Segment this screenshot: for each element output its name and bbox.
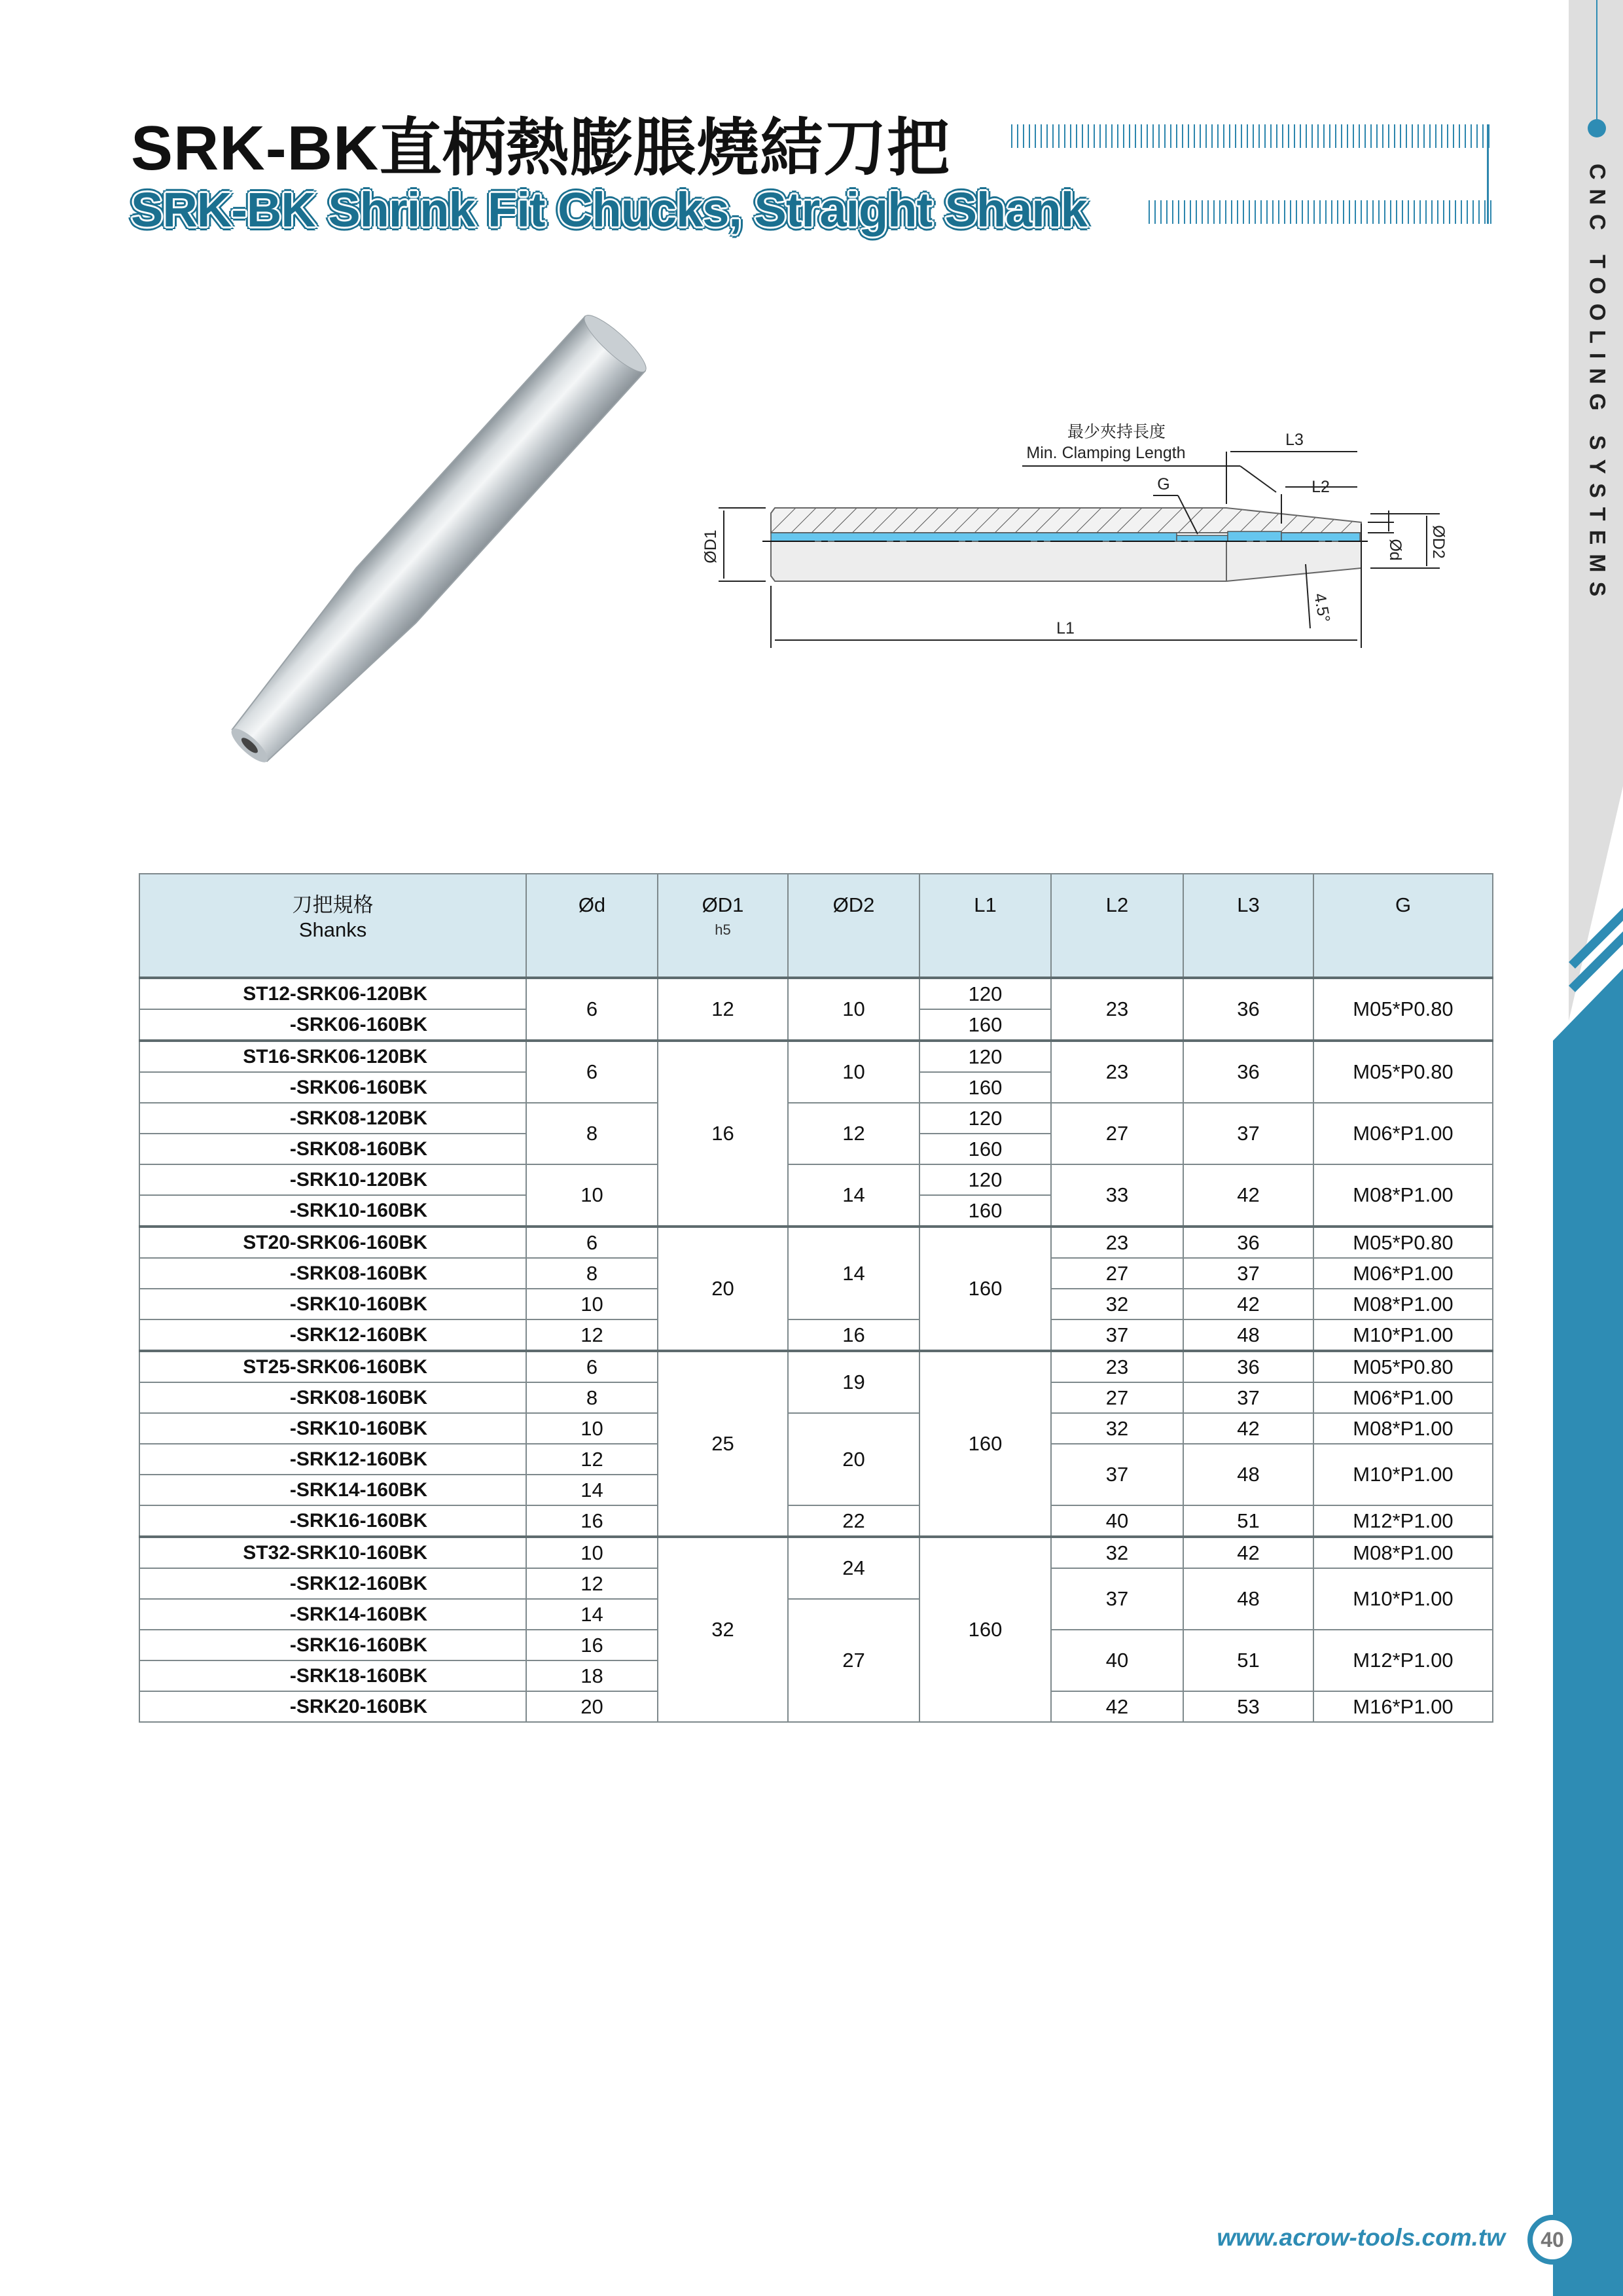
table-cell: 10 [526,1164,658,1227]
shank-model: -SRK14-160BK [139,1599,526,1630]
table-cell: 14 [788,1164,919,1227]
column-header [139,874,526,978]
table-cell: M08*P1.00 [1313,1413,1493,1444]
table-cell: 12 [526,1444,658,1475]
table-cell: M05*P0.80 [1313,1227,1493,1258]
table-cell: 18 [526,1660,658,1691]
table-cell: 40 [1051,1505,1183,1537]
page-title-en: SRK-BK Shrink Fit Chucks, Straight Shank [131,183,1087,237]
table-cell: 8 [526,1382,658,1413]
shank-model: -SRK06-160BK [139,1072,526,1103]
table-cell: 8 [526,1258,658,1289]
page-number: 40 [1527,2215,1577,2265]
shank-model: -SRK06-160BK [139,1009,526,1041]
table-cell: 6 [526,1351,658,1382]
column-header [1051,874,1183,978]
shank-model: ST20-SRK06-160BK [139,1227,526,1258]
min-clamp-label-en: Min. Clamping Length [1026,444,1186,462]
table-cell: 37 [1183,1382,1313,1413]
column-header-label: Ød [578,893,606,916]
table-cell: 14 [788,1227,919,1319]
table-cell: 51 [1183,1505,1313,1537]
table-cell: M08*P1.00 [1313,1537,1493,1568]
table-cell: 23 [1051,978,1183,1041]
shank-model: -SRK18-160BK [139,1660,526,1691]
table-cell: 23 [1051,1041,1183,1103]
table-cell: 12 [526,1568,658,1599]
table-cell: 37 [1183,1103,1313,1164]
table-row [139,1413,1493,1444]
table-cell: 27 [1051,1258,1183,1289]
table-cell: 42 [1183,1164,1313,1227]
table-cell: 53 [1183,1691,1313,1722]
table-cell: 32 [658,1537,788,1722]
spec-table [139,873,1493,1723]
shank-model: -SRK12-160BK [139,1319,526,1351]
table-cell: 36 [1183,1351,1313,1382]
table-cell: 160 [919,1195,1051,1227]
chuck-photo [214,308,652,778]
table-cell: 160 [919,1009,1051,1041]
table-cell: 37 [1051,1444,1183,1505]
table-cell: 32 [1051,1289,1183,1319]
g-label: G [1157,475,1170,493]
product-illustration [0,0,1623,851]
table-cell: 27 [1051,1103,1183,1164]
table-cell: 10 [526,1413,658,1444]
shank-model: -SRK10-160BK [139,1195,526,1227]
table-cell: 160 [919,1072,1051,1103]
table-cell: 37 [1183,1258,1313,1289]
table-body [139,978,1493,1722]
table-row [139,1227,1493,1258]
l1-label: L1 [1056,619,1075,637]
column-header-sub: Shanks [298,918,367,941]
table-row [139,1041,1493,1072]
table-cell: 33 [1051,1164,1183,1227]
min-clamp-label-cn: 最少夾持長度 [1067,423,1166,441]
table-cell: 48 [1183,1568,1313,1630]
d-label: Ød [1386,539,1404,561]
column-header [788,874,919,978]
table-cell: 8 [526,1103,658,1164]
shank-model: -SRK20-160BK [139,1691,526,1722]
table-cell: 16 [658,1041,788,1227]
shank-model: -SRK14-160BK [139,1475,526,1505]
table-cell: 23 [1051,1227,1183,1258]
table-cell: M10*P1.00 [1313,1319,1493,1351]
table-cell: 27 [788,1599,919,1722]
table-cell: 40 [1051,1630,1183,1691]
table-cell: 20 [788,1413,919,1505]
table-cell: M12*P1.00 [1313,1630,1493,1691]
shank-model: -SRK08-160BK [139,1134,526,1164]
column-header [1183,874,1313,978]
table-cell: 160 [919,1351,1051,1537]
shank-model: ST16-SRK06-120BK [139,1041,526,1072]
angle-label: 4.5° [1310,592,1334,624]
column-header-label: L2 [1105,893,1129,916]
shank-model: ST25-SRK06-160BK [139,1351,526,1382]
column-header [1313,874,1493,978]
table-cell: M16*P1.00 [1313,1691,1493,1722]
table-cell: 32 [1051,1537,1183,1568]
table-cell: 23 [1051,1351,1183,1382]
page-title-cn: SRK-BK直柄熱膨脹燒結刀把 [131,113,951,183]
column-header-label: G [1395,893,1412,916]
table-cell: 10 [788,1041,919,1103]
column-header [526,874,658,978]
table-row [139,1505,1493,1537]
table-row [139,1537,1493,1568]
l3-label: L3 [1285,431,1304,449]
l2-label: L2 [1311,478,1330,496]
table-cell: 16 [526,1505,658,1537]
table-cell: 24 [788,1537,919,1599]
shank-model: -SRK12-160BK [139,1568,526,1599]
table-cell: M08*P1.00 [1313,1289,1493,1319]
table-cell: M06*P1.00 [1313,1258,1493,1289]
table-cell: 37 [1051,1568,1183,1630]
column-header [919,874,1051,978]
table-cell: 14 [526,1475,658,1505]
website-link[interactable]: www.acrow-tools.com.tw [1217,2224,1505,2251]
table-row [139,1164,1493,1195]
column-header-label: L3 [1237,893,1260,916]
table-cell: 42 [1183,1289,1313,1319]
table-cell: 32 [1051,1413,1183,1444]
table-cell: M05*P0.80 [1313,1351,1493,1382]
table-row [139,1319,1493,1351]
table-cell: 16 [526,1630,658,1660]
column-header-label: ØD2 [832,893,875,916]
d1-label: ØD1 [702,529,720,564]
sidebar-label: CNC TOOLING SYSTEMS [1584,164,1610,606]
table-cell: M08*P1.00 [1313,1164,1493,1227]
table-cell: 120 [919,1103,1051,1134]
column-header-sub: h5 [715,922,731,938]
table-row [139,1351,1493,1382]
table-cell: M06*P1.00 [1313,1103,1493,1164]
table-cell: 37 [1051,1319,1183,1351]
table-cell: 160 [919,1227,1051,1351]
shank-model: ST32-SRK10-160BK [139,1537,526,1568]
table-cell: 48 [1183,1444,1313,1505]
shank-model: -SRK10-160BK [139,1289,526,1319]
shank-model: ST12-SRK06-120BK [139,978,526,1009]
table-cell: M05*P0.80 [1313,1041,1493,1103]
shank-model: -SRK10-160BK [139,1413,526,1444]
table-cell: 20 [526,1691,658,1722]
d2-label: ØD2 [1429,525,1448,559]
shank-model: -SRK12-160BK [139,1444,526,1475]
table-cell: 6 [526,1041,658,1103]
table-cell: M06*P1.00 [1313,1382,1493,1413]
table-cell: 22 [788,1505,919,1537]
table-cell: 16 [788,1319,919,1351]
table-cell: 27 [1051,1382,1183,1413]
table-cell: 42 [1183,1413,1313,1444]
table-cell: 19 [788,1351,919,1413]
column-header-label: L1 [974,893,997,916]
table-cell: 12 [526,1319,658,1351]
table-row [139,1103,1493,1134]
table-cell: M10*P1.00 [1313,1568,1493,1630]
table-cell: M05*P0.80 [1313,978,1493,1041]
table-row [139,978,1493,1009]
table-cell: 160 [919,1537,1051,1722]
shank-model: -SRK08-160BK [139,1258,526,1289]
table-cell: 10 [526,1537,658,1568]
table-cell: 10 [788,978,919,1041]
table-cell: 36 [1183,978,1313,1041]
table-cell: 160 [919,1134,1051,1164]
table-cell: 6 [526,978,658,1041]
table-cell: 12 [658,978,788,1041]
shank-model: -SRK16-160BK [139,1505,526,1537]
table-header-row [139,874,1493,978]
technical-drawing [702,423,1448,648]
table-cell: M10*P1.00 [1313,1444,1493,1505]
table-cell: 14 [526,1599,658,1630]
table-cell: 48 [1183,1319,1313,1351]
table-cell: 12 [788,1103,919,1164]
shank-model: -SRK08-120BK [139,1103,526,1134]
table-cell: 42 [1051,1691,1183,1722]
column-header [658,874,788,978]
table-cell: 20 [658,1227,788,1351]
table-cell: 25 [658,1351,788,1537]
table-cell: M12*P1.00 [1313,1505,1493,1537]
table-cell: 36 [1183,1227,1313,1258]
table-cell: 120 [919,978,1051,1009]
table-cell: 10 [526,1289,658,1319]
shank-model: -SRK16-160BK [139,1630,526,1660]
sidebar-blue-block [1553,969,1623,2296]
table-cell: 120 [919,1164,1051,1195]
column-header-label: ØD1 [702,893,744,916]
shank-model: -SRK10-120BK [139,1164,526,1195]
table-cell: 51 [1183,1630,1313,1691]
table-cell: 36 [1183,1041,1313,1103]
table-cell: 6 [526,1227,658,1258]
shank-model: -SRK08-160BK [139,1382,526,1413]
table-cell: 120 [919,1041,1051,1072]
table-cell: 42 [1183,1537,1313,1568]
column-header-label: 刀把規格 [292,893,374,916]
